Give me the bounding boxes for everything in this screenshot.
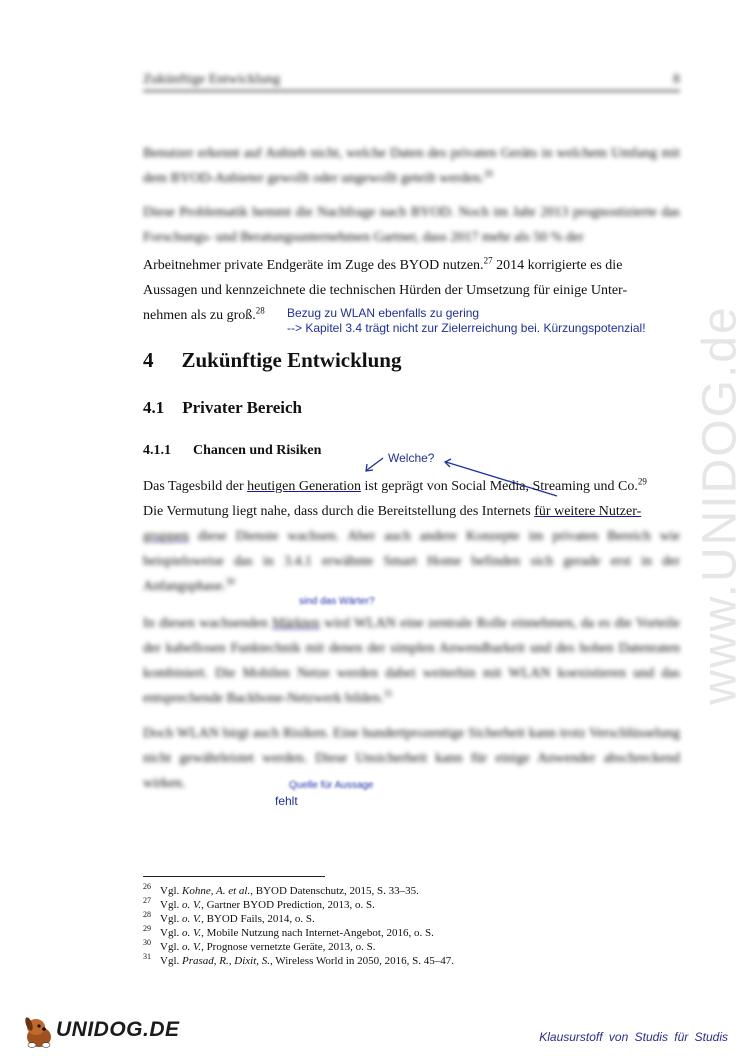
footnote-ref-31: 31 xyxy=(383,688,393,699)
heading-1-text: Zukünftige Entwicklung xyxy=(181,348,402,372)
footnote-27: $^{27}$ Vgl. o. V., Gartner BYOD Prediction, 2013, o. S. xyxy=(143,896,375,911)
footnote-ref: 26 xyxy=(483,168,493,179)
footnote-pre: Vgl. xyxy=(160,927,182,939)
running-header-title: Zukünftige Entwicklung xyxy=(143,72,281,87)
comment-4-line1: Quelle für Aussage xyxy=(289,780,374,791)
footnote-source: , Prognose vernetzte Geräte, 2013, o. S. xyxy=(201,941,376,953)
comment-1-line1: Bezug zu WLAN ebenfalls zu gering xyxy=(287,306,480,320)
footnote-source: , Gartner BYOD Prediction, 2013, o. S. xyxy=(201,899,375,911)
footnote-pre: Vgl. xyxy=(160,913,182,925)
footnote-rule xyxy=(143,876,325,877)
footnote-28: $^{28}$ Vgl. o. V., BYOD Fails, 2014, o. S. xyxy=(143,910,315,925)
heading-2-number: 4.1 xyxy=(143,398,165,417)
dog-mascot-icon xyxy=(22,1015,58,1049)
comment-4-line2: fehlt xyxy=(275,794,298,808)
footnote-source: , Mobile Nutzung nach Internet-Angebot, 2016, o. S. xyxy=(201,927,434,939)
footer-slogan: Klausurstoff von Studis für Studis xyxy=(539,1030,728,1044)
footnote-29: $^{29}$ Vgl. o. V., Mobile Nutzung nach Internet-Angebot, 2016, o. S. xyxy=(143,924,434,939)
unidog-logo[interactable] xyxy=(22,1015,180,1049)
paragraph-5 xyxy=(143,721,680,796)
paragraph-2-blurred-text: Diese Problematik hemmt die Nachfrage nach BYOD. Noch im Jahr 2013 prognostizierte das Forschungs- und Beratungsunternehmen Gartner, dass 2017 mehr als 50 % der xyxy=(143,205,680,245)
footnote-pre: Vgl. xyxy=(160,885,182,897)
paragraph-2-line3-a: Arbeitnehmer private Endgeräte im Zuge des BYOD nutzen. xyxy=(143,258,484,273)
footnote-30: $^{30}$ Vgl. o. V., Prognose vernetzte Geräte, 2013, o. S. xyxy=(143,938,376,953)
page-number: 8 xyxy=(673,72,680,87)
paragraph-3-blurred xyxy=(143,524,680,599)
comment-2-text: Welche? xyxy=(388,451,435,465)
footnote-source: , Wireless World in 2050, 2016, S. 45–47. xyxy=(270,955,455,967)
paragraph-2-line3-b: 2014 korrigierte es die xyxy=(492,258,623,273)
paragraph-3-c: Die Vermutung liegt nahe, dass durch die Bereitstellung des Internets xyxy=(143,504,535,519)
underlined-gruppen: gruppen xyxy=(143,529,189,544)
footnote-ref-28: 28 xyxy=(255,305,265,316)
heading-3-text: Chancen und Risiken xyxy=(193,443,322,458)
arrow-to-generation xyxy=(367,458,383,470)
paragraph-3-b: ist geprägt von Social Media, Streaming und Co. xyxy=(361,479,638,494)
paragraph-3-line1 xyxy=(143,474,680,499)
footnote-source: , BYOD Fails, 2014, o. S. xyxy=(201,913,315,925)
paragraph-5-text: Doch WLAN birgt auch Risiken. Eine hundertprozentige Sicherheit kann trotz Verschlüsselung nicht gewährleistet werden. Diese Unsicherheit kann für einige Anwender abschreckend wirken. xyxy=(143,726,680,791)
comment-1-line2: --> Kapitel 3.4 trägt nicht zur Zielerreichung bei. Kürzungspotenzial! xyxy=(287,321,646,335)
comment-quelle-fehlt xyxy=(275,778,374,809)
footnote-source: , BYOD Datenschutz, 2015, S. 33–35. xyxy=(250,885,419,897)
footnote-author: o. V. xyxy=(182,913,202,925)
footnote-26: $^{26}$ Vgl. Kohne, A. et al., BYOD Datenschutz, 2015, S. 33–35. xyxy=(143,882,419,897)
heading-2-text: Privater Bereich xyxy=(182,398,302,417)
underlined-heutige-generation: heutigen Generation xyxy=(247,479,362,494)
comment-waerter xyxy=(299,594,375,609)
footnote-ref-29: 29 xyxy=(637,476,647,487)
footnote-author: o. V. xyxy=(182,899,202,911)
footnote-pre: Vgl. xyxy=(160,955,182,967)
footnote-author: Prasad, R., Dixit, S. xyxy=(182,955,270,967)
paragraph-4-a: In diesen wachsenden xyxy=(143,616,273,631)
comment-3-text: sind das Wärter? xyxy=(299,596,375,607)
paragraph-3-line2 xyxy=(143,499,680,524)
paragraph-2-line5-text: nehmen als zu groß. xyxy=(143,308,256,323)
footnote-author: o. V. xyxy=(182,941,202,953)
footnote-ref-30: 30 xyxy=(225,576,235,587)
logo-text: UNIDOG.DE xyxy=(56,1018,180,1041)
footnote-pre: Vgl. xyxy=(160,941,182,953)
footnote-31: $^{31}$ Vgl. Prasad, R., Dixit, S., Wireless World in 2050, 2016, S. 45–47. xyxy=(143,952,455,967)
paragraph-3-a: Das Tagesbild der xyxy=(143,479,248,494)
underlined-weitere-nutzergruppen: für weitere Nutzer- xyxy=(534,504,642,519)
paragraph-4 xyxy=(143,611,680,711)
paragraph-2-line4-text: Aussagen und kennzeichnete die technischen Hürden der Umsetzung für einige Unter- xyxy=(143,283,628,298)
heading-1-number: 4 xyxy=(143,348,154,372)
paragraph-1-text: Benutzer erkennt auf Anhieb nicht, welche Daten des privaten Geräts in welchem Umfang mit dem BYOD-Anbieter gewollt oder ungewollt geteilt werden. xyxy=(143,146,680,186)
heading-3-number: 4.1.1 xyxy=(143,443,171,458)
paragraph-3-blurred-text: diese Dienste wachsen. Aber auch andere Konzepte im privaten Bereich wie beispielsweise das in 3.4.1 erwähnte Smart Home befinden sich gerade erst in der Anfangsphase. xyxy=(143,529,680,594)
footnote-pre: Vgl. xyxy=(160,899,182,911)
paragraph-4-b: wird WLAN eine zentrale Rolle einnehmen, da es die Vorteile der kabellosen Funktechnik mit denen der simplen Anwendbarkeit und des hohen Datenraten kombiniert. Die Mobilen Netze werden dabei weiterhin mit WLAN koexistieren und das entsprechende Backbone-Netzwerk bilden. xyxy=(143,616,680,706)
underlined-maerkten: Märkten xyxy=(272,616,320,631)
footnote-author: Kohne, A. et al. xyxy=(182,885,251,897)
watermark-text: www.UNIDOG.de xyxy=(693,305,747,705)
footnote-ref-27: 27 xyxy=(483,255,493,266)
footnote-author: o. V. xyxy=(182,927,202,939)
